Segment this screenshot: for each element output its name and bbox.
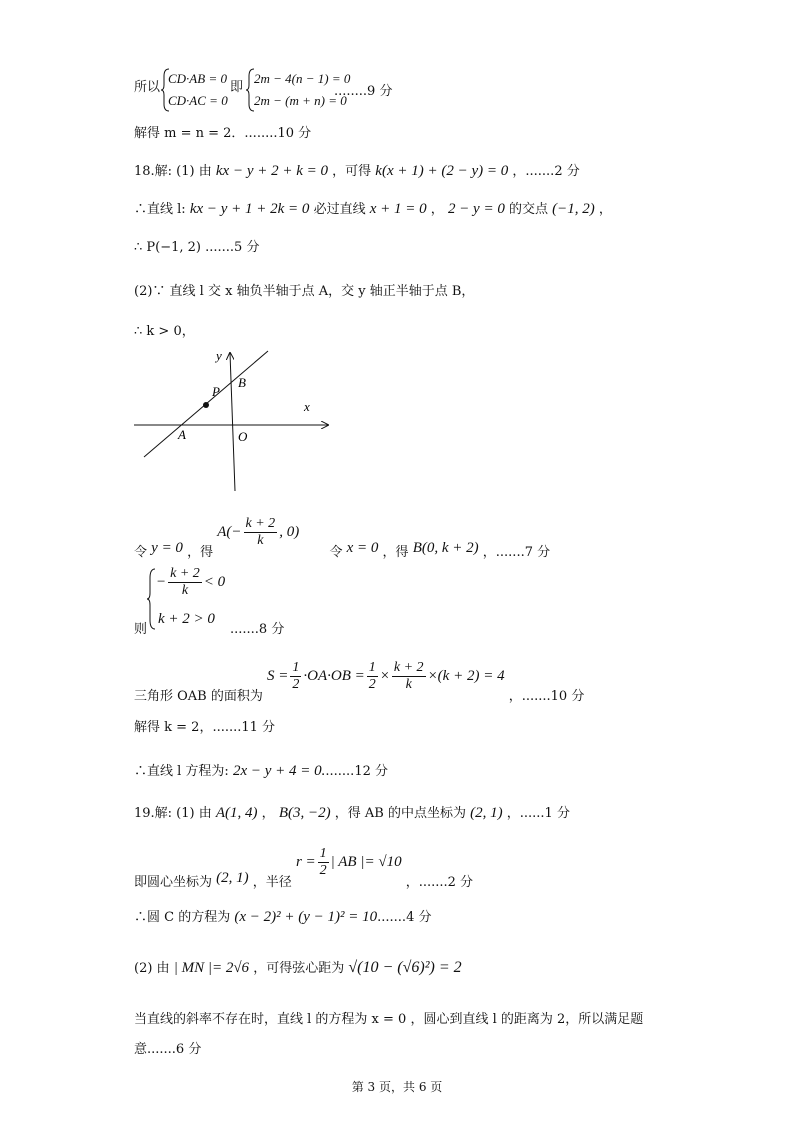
line-16: (2) 由 | MN |= 2√6 ，可得弦心距为 √(10 − (√6)²) = 2 xyxy=(134,959,462,976)
sys1-eq-b: CD·AC = 0 xyxy=(168,93,228,108)
line-1-prefix: 所以 xyxy=(134,80,161,95)
label-b: B xyxy=(238,375,246,390)
line-5: ∴ P(−1, 2) .......5 分 xyxy=(134,240,260,255)
line-1-mid: 即 xyxy=(230,80,244,95)
line-2: 解得 m = n = 2．........10 分 xyxy=(134,126,312,141)
sys2-eq-a: 2m − 4(n − 1) = 0 xyxy=(254,71,351,86)
line-12: ∴直线 l 方程为: 2x − y + 4 = 0........12 分 xyxy=(134,763,388,779)
frac-a-x: $\frac{k + 2}{k}$ xyxy=(245,516,276,549)
brace-3 xyxy=(146,568,156,630)
line-1 xyxy=(134,80,160,96)
sys3-eq-b: k + 2 > 0 xyxy=(158,611,215,627)
label-a: A xyxy=(178,427,186,442)
line-18: 意.......6 分 xyxy=(134,1042,202,1057)
line-11: 解得 k = 2，.......11 分 xyxy=(134,720,276,735)
line-9-suffix: .......8 分 xyxy=(230,622,285,637)
line-8: 令 y = 0 ，得 A(− $\frac{k + 2}{k}$ , 0) 令 x = 0 ，得 B(0, k + 2) ，.......7 分 xyxy=(134,516,551,561)
line-9-pre: 则 xyxy=(134,622,148,637)
line-10: 三角形 OAB 的面积为 S = $\frac{1}{2}$ ·OA·OB = $\frac{1}{2}$ × $\frac{k + 2}{k}$ ×(k + 2) = 4 ，.......10 分 xyxy=(134,660,585,705)
label-x: x xyxy=(304,399,310,414)
line-3: 18.解: (1) 由 kx − y + 2 + k = 0 ，可得 k(x + 1) + (2 − y) = 0 ，.......2 分 xyxy=(134,163,580,179)
label-y: y xyxy=(216,348,222,363)
sys1-eq-a: CD·AB = 0 xyxy=(168,71,227,86)
line-7: ∴ k > 0， xyxy=(134,324,195,339)
sys3-eq-a: − $\frac{k + 2}{k}$ < 0 xyxy=(156,566,226,599)
line-14: 即圆心坐标为 (2, 1) ，半径 r = $\frac{1}{2}$ | AB |= √10 ，.......2 分 xyxy=(134,846,474,891)
label-p: P xyxy=(212,384,220,399)
label-o: O xyxy=(238,429,248,444)
point-p xyxy=(203,402,209,408)
line-4: ∴直线 l: kx − y + 1 + 2k = 0 必过直线 x + 1 = 0 ， 2 − y = 0 的交点 (−1, 2) ， xyxy=(134,201,612,217)
line-1-suffix: ........9 分 xyxy=(334,84,393,99)
line-13: 19.解: (1) 由 A(1, 4) ， B(3, −2) ，得 AB 的中点坐标为 (2, 1) ，......1 分 xyxy=(134,805,570,821)
line-15: ∴圆 C 的方程为 (x − 2)² + (y − 1)² = 10.......4 分 xyxy=(134,909,432,925)
line-17: 当直线的斜率不存在时，直线 l 的方程为 x = 0 ，圆心到直线 l 的距离为 2，所以满足题 xyxy=(134,1012,644,1027)
page-footer: 第 3 页，共 6 页 xyxy=(351,1080,443,1094)
sys2-eq-b: 2m − (m + n) = 0 xyxy=(254,93,347,108)
y-axis xyxy=(230,353,235,491)
line-6: (2)∵ 直线 l 交 x 轴负半轴于点 A，交 y 轴正半轴于点 B， xyxy=(134,284,475,299)
coordinate-figure xyxy=(130,345,340,495)
